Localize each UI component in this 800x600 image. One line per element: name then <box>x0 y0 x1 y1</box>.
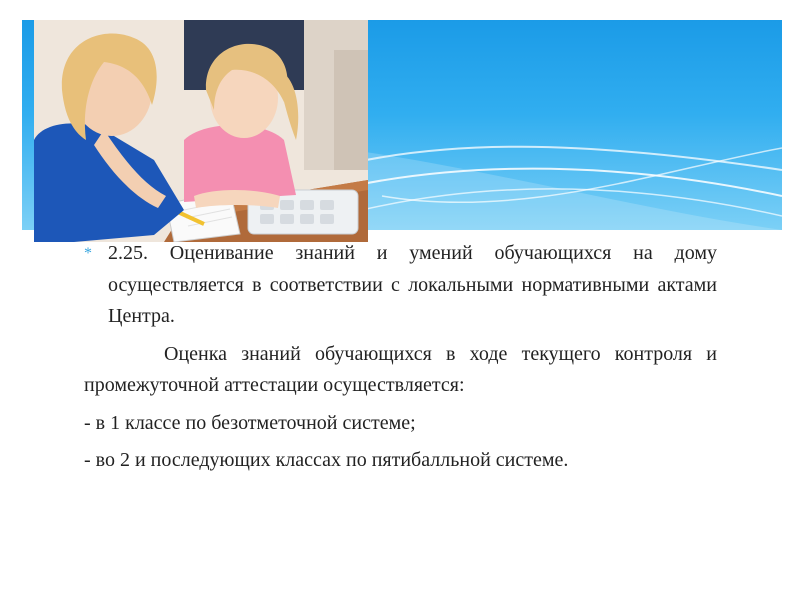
item-text: 2.25. Оценивание знаний и умений обучающихся на дому осуществляется в соответствии с локальными нормативными актами Центра. <box>108 242 717 327</box>
list-item-first-grade: - в 1 классе по безотметочной системе; <box>84 411 416 434</box>
bullet-item <box>84 238 717 333</box>
photo-illustration <box>34 20 368 242</box>
list-item-second-grade: - во 2 и последующих классах по пятибалльной системе. <box>84 449 569 471</box>
teacher-student-photo <box>34 20 368 242</box>
slide-content <box>84 238 717 477</box>
assessment-intro: Оценка знаний обучающихся в ходе текущего контроля и промежуточной аттестации осуществляется: <box>84 342 717 396</box>
bullet-icon: * <box>84 245 92 262</box>
